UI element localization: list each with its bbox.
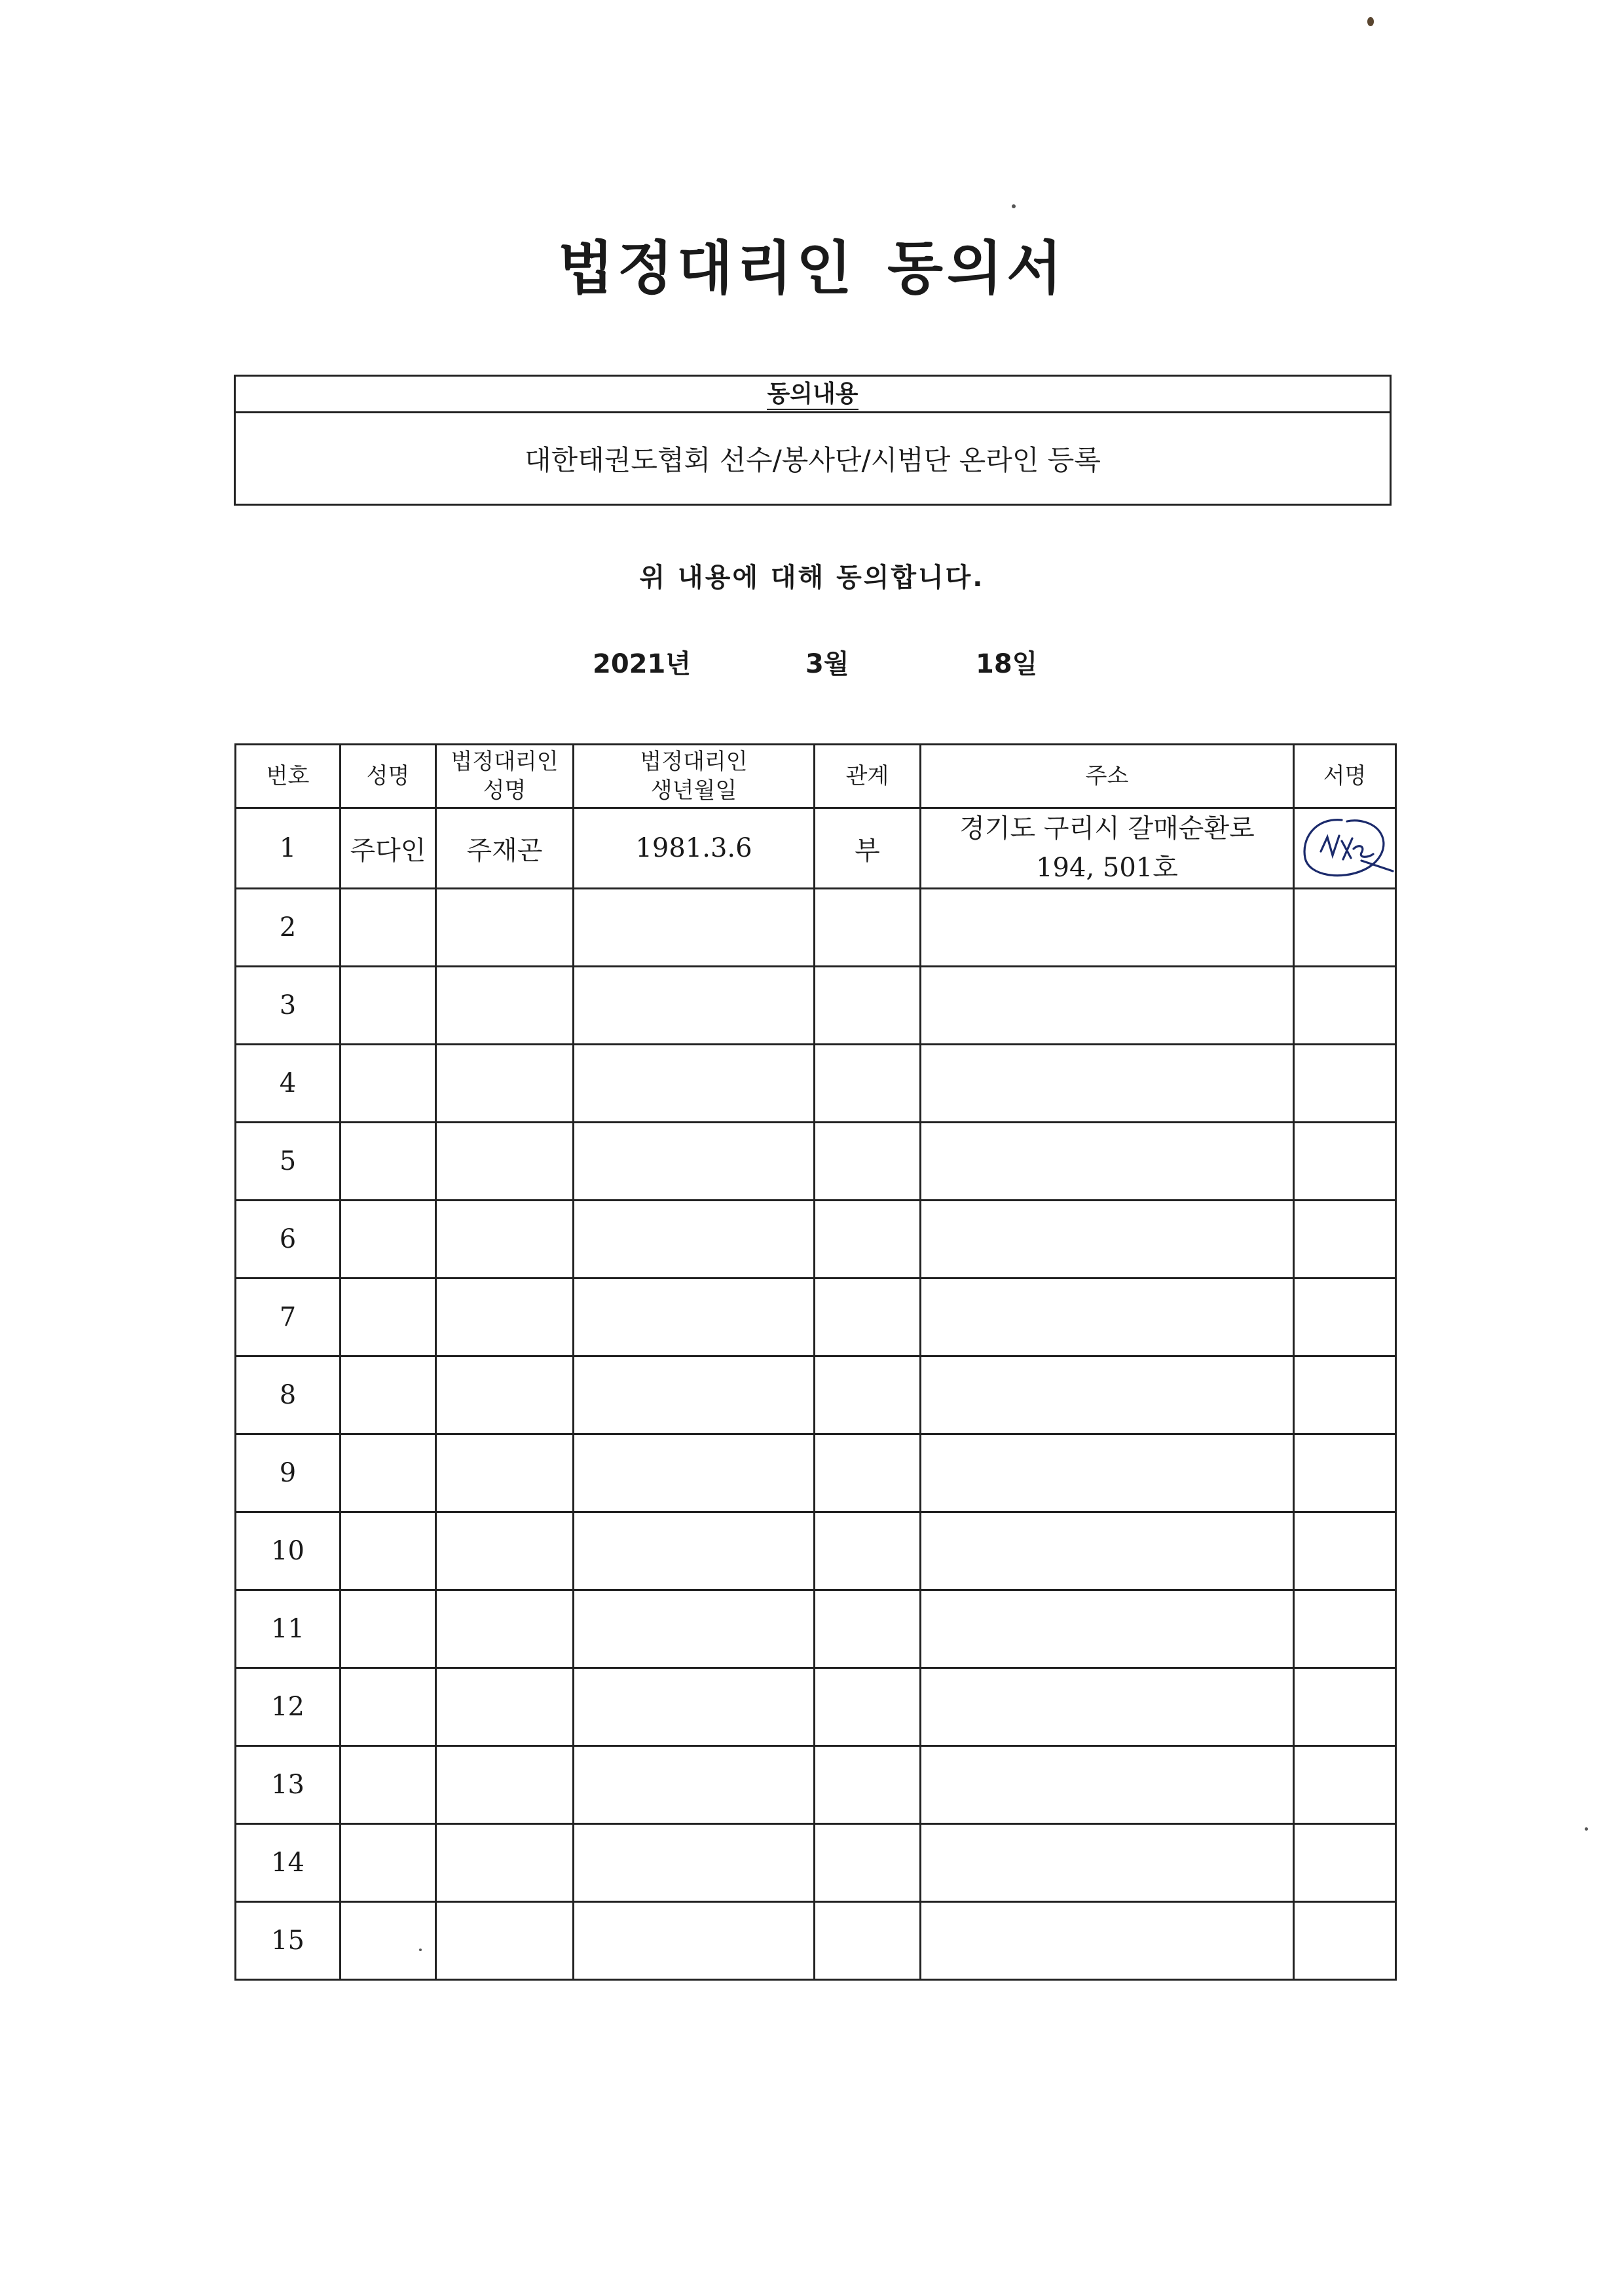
row-rep-name <box>436 1045 574 1123</box>
row-address <box>921 1278 1294 1356</box>
row-number: 14 <box>236 1824 341 1902</box>
header-name: 성명 <box>341 745 436 808</box>
row-address <box>921 1201 1294 1278</box>
table-header-row <box>236 745 1396 808</box>
row-name <box>341 1824 436 1902</box>
row-relation <box>815 1512 921 1590</box>
address-line-2: 194, 501호 <box>1036 853 1178 883</box>
date-month: 3월 <box>805 649 849 679</box>
row-number: 7 <box>236 1278 341 1356</box>
header-number: 번호 <box>236 745 341 808</box>
row-number: 8 <box>236 1356 341 1434</box>
row-signature <box>1294 1512 1396 1590</box>
row-name <box>341 967 436 1045</box>
row-signature <box>1294 1045 1396 1123</box>
row-number: 9 <box>236 1434 341 1512</box>
row-address <box>921 808 1294 889</box>
scan-speck <box>1367 17 1374 26</box>
row-number: 11 <box>236 1590 341 1668</box>
row-rep-name <box>436 1201 574 1278</box>
row-rep-birth <box>574 1746 815 1824</box>
row-number: 15 <box>236 1902 341 1980</box>
row-rep-name <box>436 1824 574 1902</box>
row-address <box>921 967 1294 1045</box>
address-line-1: 경기도 구리시 갈매순환로 <box>959 813 1255 844</box>
table-row <box>236 1668 1396 1746</box>
row-rep-birth <box>574 1434 815 1512</box>
row-number: 5 <box>236 1123 341 1201</box>
row-rep-birth <box>574 1902 815 1980</box>
scan-speck <box>1012 204 1016 208</box>
table-row <box>236 889 1396 967</box>
header-relation: 관계 <box>815 745 921 808</box>
row-address <box>921 1668 1294 1746</box>
guardian-table <box>234 743 1397 1981</box>
row-rep-birth <box>574 1278 815 1356</box>
row-rep-birth <box>574 1512 815 1590</box>
row-rep-birth <box>574 1045 815 1123</box>
row-relation <box>815 1045 921 1123</box>
row-relation <box>815 1434 921 1512</box>
row-rep-name <box>436 1902 574 1980</box>
row-rep-name <box>436 1512 574 1590</box>
row-name <box>341 1123 436 1201</box>
row-rep-name <box>436 1746 574 1824</box>
row-signature <box>1294 1902 1396 1980</box>
date-day: 18일 <box>976 649 1038 679</box>
row-rep-birth: 1981.3.6 <box>574 808 815 889</box>
row-number: 4 <box>236 1045 341 1123</box>
row-relation <box>815 1824 921 1902</box>
row-relation <box>815 967 921 1045</box>
header-signature: 서명 <box>1294 745 1396 808</box>
header-address: 주소 <box>921 745 1294 808</box>
row-number: 6 <box>236 1201 341 1278</box>
row-number: 10 <box>236 1512 341 1590</box>
table-row <box>236 1278 1396 1356</box>
consent-content: 대한태권도협회 선수/봉사단/시범단 온라인 등록 <box>525 444 1101 476</box>
row-rep-birth <box>574 1356 815 1434</box>
table-row <box>236 1201 1396 1278</box>
scan-speck <box>1585 1827 1588 1831</box>
table-row <box>236 808 1396 889</box>
row-rep-birth <box>574 1824 815 1902</box>
row-signature <box>1294 1668 1396 1746</box>
table-row <box>236 1123 1396 1201</box>
consent-header: 동의내용 <box>236 377 1390 413</box>
table-row <box>236 1590 1396 1668</box>
row-relation <box>815 1590 921 1668</box>
consent-box <box>234 375 1392 506</box>
row-rep-name <box>436 1356 574 1434</box>
row-rep-birth <box>574 1201 815 1278</box>
row-rep-birth <box>574 967 815 1045</box>
row-relation <box>815 1746 921 1824</box>
row-rep-birth <box>574 1668 815 1746</box>
row-number: 3 <box>236 967 341 1045</box>
row-signature <box>1294 1123 1396 1201</box>
row-name <box>341 1356 436 1434</box>
row-number: 1 <box>236 808 341 889</box>
row-name <box>341 1590 436 1668</box>
table-row <box>236 1434 1396 1512</box>
row-signature <box>1294 1824 1396 1902</box>
row-relation <box>815 1123 921 1201</box>
row-rep-name: 주재곤 <box>436 808 574 889</box>
row-relation <box>815 1201 921 1278</box>
row-address <box>921 1824 1294 1902</box>
row-relation <box>815 889 921 967</box>
row-relation <box>815 1278 921 1356</box>
row-address <box>921 1902 1294 1980</box>
table-row <box>236 1356 1396 1434</box>
row-rep-name <box>436 967 574 1045</box>
row-name <box>341 1045 436 1123</box>
row-rep-birth <box>574 889 815 967</box>
row-name: 주다인 <box>341 808 436 889</box>
row-rep-name <box>436 1278 574 1356</box>
row-signature <box>1294 1356 1396 1434</box>
table-row <box>236 1045 1396 1123</box>
row-address <box>921 1123 1294 1201</box>
row-number: 12 <box>236 1668 341 1746</box>
header-rep-birth: 법정대리인 생년월일 <box>574 745 815 808</box>
row-address <box>921 1434 1294 1512</box>
page-title: 법정대리인 동의서 <box>557 234 1067 302</box>
row-address <box>921 1512 1294 1590</box>
row-signature <box>1294 1746 1396 1824</box>
row-name <box>341 1201 436 1278</box>
row-rep-birth <box>574 1590 815 1668</box>
row-name <box>341 1512 436 1590</box>
table-row <box>236 1824 1396 1902</box>
row-name <box>341 1902 436 1980</box>
handwritten-signature <box>1296 812 1394 884</box>
row-signature <box>1294 808 1396 889</box>
row-rep-name <box>436 1123 574 1201</box>
row-relation <box>815 1902 921 1980</box>
row-rep-name <box>436 889 574 967</box>
row-signature <box>1294 1434 1396 1512</box>
agree-statement: 위 내용에 대해 동의합니다. <box>639 563 985 593</box>
row-name <box>341 1746 436 1824</box>
row-rep-birth <box>574 1123 815 1201</box>
row-signature <box>1294 1278 1396 1356</box>
row-rep-name <box>436 1590 574 1668</box>
row-address <box>921 1590 1294 1668</box>
row-rep-name <box>436 1434 574 1512</box>
row-address <box>921 1045 1294 1123</box>
table-row <box>236 1512 1396 1590</box>
row-relation <box>815 1668 921 1746</box>
table-row <box>236 1902 1396 1980</box>
table-row <box>236 967 1396 1045</box>
row-relation <box>815 1356 921 1434</box>
row-address <box>921 889 1294 967</box>
table-row <box>236 1746 1396 1824</box>
row-name <box>341 1668 436 1746</box>
row-address <box>921 1746 1294 1824</box>
row-number: 2 <box>236 889 341 967</box>
row-signature <box>1294 889 1396 967</box>
row-number: 13 <box>236 1746 341 1824</box>
row-name <box>341 1278 436 1356</box>
row-signature <box>1294 967 1396 1045</box>
row-relation: 부 <box>815 808 921 889</box>
row-signature <box>1294 1590 1396 1668</box>
row-signature <box>1294 1201 1396 1278</box>
header-rep-name: 법정대리인 성명 <box>436 745 574 808</box>
date-year: 2021년 <box>593 649 691 679</box>
row-address <box>921 1356 1294 1434</box>
row-name <box>341 889 436 967</box>
row-rep-name <box>436 1668 574 1746</box>
row-name <box>341 1434 436 1512</box>
